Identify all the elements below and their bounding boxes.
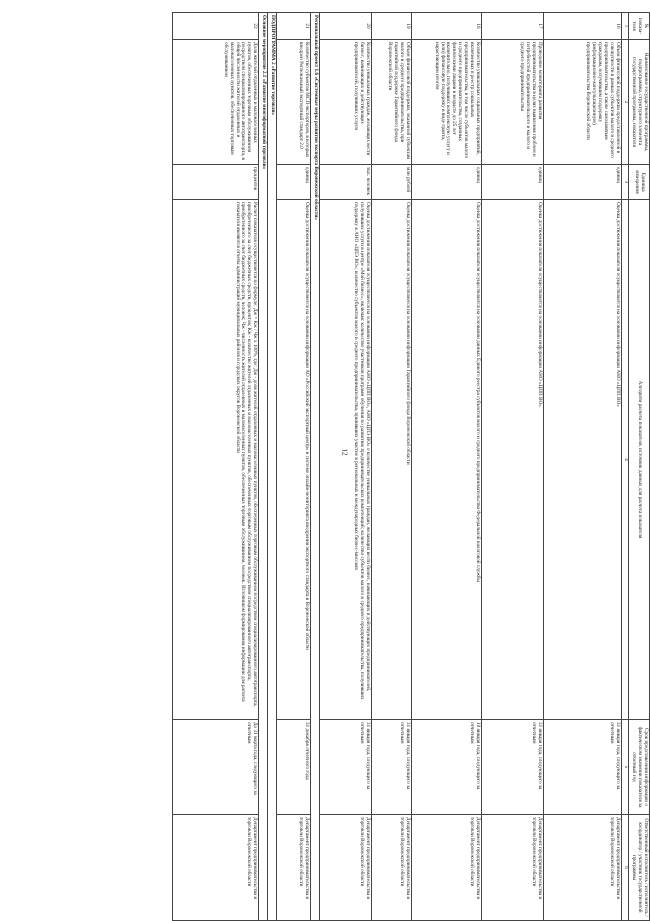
header-row [629,13,650,921]
row-unit: процентов [173,165,259,200]
row-term: 10 января года, следующего за отчетным [412,720,482,815]
table-row [412,13,482,921]
row-name: Объем финансовой поддержки предоставленной в совокупности в рамках субъектов малого и среднего предпринимательства, а также самозанятым гражданам, получившим поддержку (информационно-консультационную) предпринимательства Воронежской области [544,40,622,165]
row-num: 22 [173,13,259,40]
table-row [482,13,544,921]
row-num: 20 [320,13,372,40]
col-number: 4 [622,200,629,720]
col-number: 3 [622,165,629,200]
row-resp: Департамент предпринимательства и торговли Воронежской области [277,815,311,921]
row-num: 18 [412,13,482,40]
section-row [268,13,277,921]
row-algo: Оценка достижения показателя осуществляется на основании информации АНО «ЦПП ВО» [544,200,622,720]
row-unit: единиц [482,165,544,200]
row-name: Доля жителей отдаленных и малонаселенных пунктов, обеспеченных торговым обслуживанием посредством специализированного автотранспорта, в общей численности жителей отдаленных и малонаселенных пунктов, обеспеченных торговым обслуживанием [173,40,259,165]
row-num: 21 [277,13,311,40]
row-resp: Департамент предпринимательства и торговли Воронежской области [173,815,259,921]
row-algo: Расчет показателя осуществляется по формуле: Дж = Кж / Чж х 100%, где: Дж - доля жителей отдаленных и малонаселенных пунктов, обеспеченных торговым обслуживанием посредством специализированного автотранспорта, приобретенного за счет бюджетных средств, процентов; Кж - количество жителей отдаленных и малонаселенных пунктов, обеспеченных торговым обслуживанием посредством специализированного автотранспорта, приобретенного за счет бюджетных средств, человек; Чж - численность жителей отдаленных и малонаселенных пунктов, обеспеченных торговым обслуживанием, человек. Источником формирования информации для расчета показателя являются отчеты администраций муниципальных районов и городских округов Воронежской области [173,200,259,720]
table-row [320,13,372,921]
row-name: Объем финансовой поддержки, оказанной субъектам малого и среднего предпринимательства, при гарантийной поддержке Гарантийного фонда Воронежской области [372,40,412,165]
row-name: Проведение мониторинга развития предпринимательства в целях выявления проблем и потребностей предпринимательского и малого и среднего предпринимательства [482,40,544,165]
header-term: Срок представления информации о фактическом значении показателя за отчетный год [629,720,650,815]
row-num: 19 [372,13,412,40]
row-algo: Оценка достижения показателя осуществляется на основании информации АНО «ЦПП ВО» [482,200,544,720]
header-unit: Единица измерения [629,165,650,200]
row-algo: Оценка достижения показателя осуществляется на основании информации АО «Российский экспортный центр» в системе онлайн-мониторинга внедрения экспортного стандарта в Воронежской области [277,200,311,720]
row-num: 16 [544,13,622,40]
row-name: Количество уникальных граждан, желающих вести бизнес, начинающих и действующих предпринимателей, получивших услуги [320,40,372,165]
regional-project-title: Региональный проект 1.6 «Системные меры развития экспорта Воронежской области» [311,13,320,921]
rotated-document [104,12,650,917]
table-row [277,13,311,921]
subprogram-title: ПОДПРОГРАММА 2 «Развитие торговли» [268,13,277,921]
section-row [259,13,268,921]
col-number: 6 [622,815,629,921]
row-term: 31 декабря отчетного года [277,720,311,815]
row-term: 31 января года, следующего за отчетным [320,720,372,815]
indicator-table [172,12,650,921]
header-name: Наименование государственной программы, подпрограммы, структурного элемента государственной программы, показателя [629,40,650,165]
row-term: До 31 марта года, следующего за отчетным [173,720,259,815]
row-unit: единиц [412,165,482,200]
row-num: 17 [482,13,544,40]
table-row [372,13,412,921]
main-activity-title: Основное мероприятие 2.1 «Развитие многоформатной торговли» [259,13,268,921]
row-resp: Департамент предпринимательства и торговли Воронежской области [544,815,622,921]
page-number: 12 [340,448,349,456]
row-name: Количество уникальных социальных предприятий, включенных в реестр социальных предпринимательства, в том числе субъектов малого и среднего предпринимательства, созданных физическими лицами в возрасте до 25 лет включительно, получивших комплексную услугу и (или) финансовую поддержку в виде гранта, нарастающим итогом [412,40,482,165]
column-number-row [622,13,629,921]
col-number: 2 [622,40,629,165]
row-resp: Департамент предпринимательства и торговли Воронежской области [412,815,482,921]
header-resp: Ответственный исполнитель / исполнитель / координатор / участник государственной программы [629,815,650,921]
row-resp: Департамент предпринимательства и торговли Воронежской области [372,815,412,921]
row-term: 31 января года, следующего за отчетным [544,720,622,815]
table-row [544,13,622,921]
row-name: Количество субъектов МСП-экспортеров, в которых внедрен Региональный экспортный стандарт 2.0 [277,40,311,165]
row-unit: единиц [544,165,622,200]
row-algo: Оценка достижения показателя осуществляется на основании данных Единого реестра субъектов малого и среднего предпринимательства Федеральной налоговой службы [412,200,482,720]
row-unit: млн рублей [372,165,412,200]
header-algo: Алгоритм расчета показателя, источник данных для расчета показателя [629,200,650,720]
row-resp: Департамент предпринимательства и торговли Воронежской области [320,815,372,921]
row-algo: Оценка достижения показателя осуществляется на основании информации АНО «ЦПП ВО», АНО «ЦПЭ ВО» о количестве уникальных граждан, желающих вести бизнес, начинающих и действующих предпринимателей, получивших услуги в центре «Мой бизнес», включая: количество участников программ обучения по развитию предпринимательских компетенций; количество субъектов малого и среднего предпринимательства, получивших поддержку в АНО «ЦПЭ ВО»; количество субъектов малого и среднего предпринимательства, принявших участие в региональных и международных бизнес-миссиях [320,200,372,720]
col-number: 5 [622,720,629,815]
row-resp: Департамент предпринимательства и торговли Воронежской области [482,815,544,921]
section-row [311,13,320,921]
table-row [173,13,259,921]
header-num: № показа-теля [629,13,650,40]
row-algo: Оценка достижения показателя осуществляется на основании информации Гарантийного фонда Воронежской области [372,200,412,720]
row-term: 31 января года, следующего за отчетным [372,720,412,815]
row-term: 31 января года, следующего за отчетным [482,720,544,815]
row-unit: тыс. человек [320,165,372,200]
col-number: 1 [622,13,629,40]
row-unit: единиц [277,165,311,200]
